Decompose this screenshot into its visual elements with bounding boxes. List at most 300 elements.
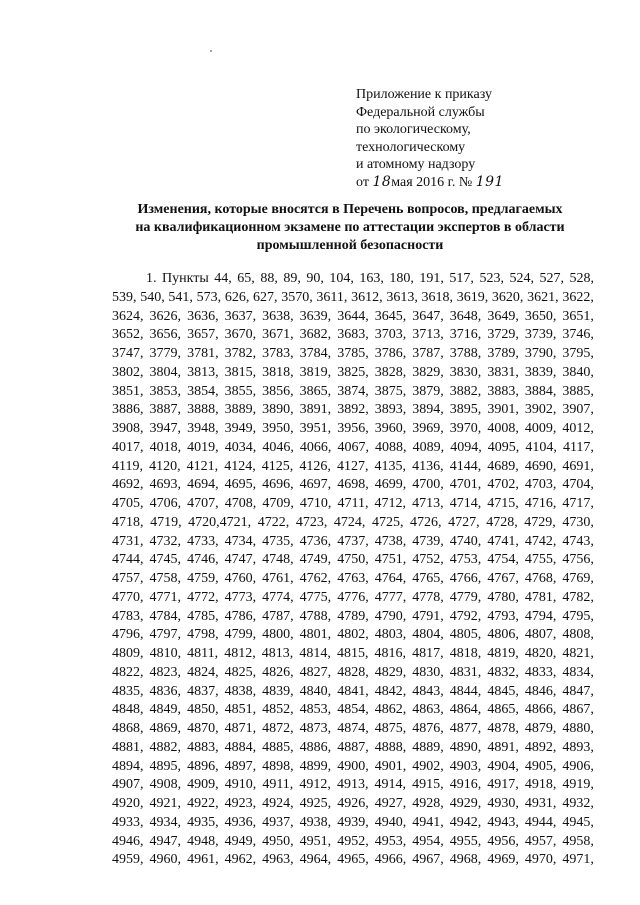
item-number: 4875, (374, 721, 407, 736)
item-number: 4826, (262, 664, 294, 680)
item-number: 4889, (412, 739, 444, 755)
item-number: 4800, (262, 627, 294, 643)
body-line (112, 814, 594, 833)
item-number: 4066, (299, 439, 332, 455)
item-number: 3887, (149, 402, 182, 418)
item-number: 4935, (187, 814, 219, 830)
item-number: 4903, (449, 758, 482, 774)
item-number: 4920, (112, 796, 144, 811)
item-number: 4804, (412, 627, 444, 643)
item-number: 3786, (374, 346, 407, 361)
item-number: 4907, (112, 777, 144, 793)
item-number: 4876, (412, 721, 444, 736)
item-number: 4911, (262, 777, 294, 793)
item-number: 4904, (487, 758, 519, 774)
item-number: 4798, (187, 627, 219, 643)
item-number: 4844, (449, 683, 482, 699)
item-number: 4842, (374, 683, 407, 699)
item-number: 4906, (562, 758, 594, 774)
item-number: 4834, (562, 664, 594, 680)
item-number: 4729, (524, 514, 556, 530)
item-number: 4121, (186, 458, 219, 474)
item-number: 4769, (562, 571, 594, 586)
item-number: 517, (449, 271, 474, 286)
item-number: 4964, (299, 852, 332, 868)
item-number: 4830, (412, 664, 444, 680)
item-number: 4821, (562, 646, 594, 661)
item-number: 3950, (262, 421, 294, 436)
item-number: 4885, (262, 739, 294, 755)
item-number: 4852, (262, 702, 294, 718)
item-number: 4723, (295, 514, 328, 530)
item-number: 3670, (224, 327, 257, 343)
item-number: 3901, (487, 402, 519, 418)
item-number: 4881, (112, 739, 144, 755)
item-number: 3636, (187, 308, 219, 324)
item-number: 4776, (337, 589, 369, 605)
item-number: 4708, (224, 496, 257, 511)
item-number: 3790, (524, 346, 557, 361)
item-number: 3716, (449, 327, 482, 343)
item-number: 4692, (112, 477, 144, 493)
item-number: 3907, (562, 402, 594, 418)
item-number: 4104, (525, 439, 557, 455)
item-number: 4745, (149, 552, 182, 568)
item-number: 4761, (262, 571, 294, 586)
item-number: 3851, (112, 383, 144, 399)
item-number: 4893, (562, 739, 594, 755)
body-line (112, 495, 594, 514)
item-number: 4862, (374, 702, 407, 718)
item-number: 4921, (149, 796, 182, 811)
item-number: 4732, (149, 533, 182, 549)
item-number: 3949, (224, 421, 257, 436)
item-number: 4892, (524, 739, 557, 755)
item-number: 4886, (299, 739, 332, 755)
item-number: 4884, (224, 739, 257, 755)
item-number: 4706, (149, 496, 182, 511)
item-number: 4794, (524, 608, 557, 624)
item-number: 4888, (374, 739, 407, 755)
body-line (112, 701, 594, 720)
item-number: 3637, (224, 308, 257, 324)
item-number: 4899, (299, 758, 332, 774)
item-number: 4898, (262, 758, 294, 774)
item-number: 4067, (337, 439, 369, 455)
item-number: 4720,4721, (188, 514, 252, 530)
body-line (112, 420, 594, 439)
item-number: 4838, (224, 683, 257, 699)
item-number: 3639, (299, 308, 332, 324)
item-number: 3683, (337, 327, 369, 343)
item-number: 4734, (224, 533, 257, 549)
item-number: 4726, (410, 514, 442, 530)
item-number: 4955, (449, 833, 482, 849)
body-line (112, 439, 594, 458)
item-number: 3657, (187, 327, 219, 343)
item-number: 4792, (449, 608, 482, 624)
body-line (112, 833, 594, 852)
item-number: 4758, (149, 571, 182, 586)
item-number: 4801, (299, 627, 332, 643)
item-number: 4784, (149, 608, 182, 624)
item-number: 4839, (262, 683, 294, 699)
item-number: 4919, (562, 777, 594, 793)
item-number: 4699, (374, 477, 407, 493)
item-number: 4693, (149, 477, 182, 493)
item-number: 626, (224, 289, 250, 305)
item-number: 4849, (149, 702, 182, 718)
item-number: 3830, (449, 364, 482, 380)
item-number: 4741, (487, 533, 519, 549)
item-number: 3970, (449, 421, 482, 436)
item-number: 4969, (487, 852, 519, 868)
item-number: 4817, (412, 646, 444, 661)
item-number: 4690, (524, 458, 557, 474)
item-number: 3739, (524, 327, 557, 343)
body-line (112, 345, 594, 364)
handwritten-day: 18 (372, 173, 392, 190)
item-number: 4793, (487, 608, 519, 624)
item-number: 4689, (487, 458, 519, 474)
item-number: 523, (479, 271, 504, 286)
item-number: 4744, (112, 552, 144, 568)
item-number: 3947, (149, 421, 182, 436)
item-number: 4867, (562, 702, 594, 718)
item-number: 4900, (337, 758, 369, 774)
item-number: 4697, (299, 477, 332, 493)
item-number: 4901, (374, 758, 407, 774)
header-line: технологическому (356, 139, 466, 155)
item-number: 4851, (224, 702, 257, 718)
item-number: 4870, (187, 721, 219, 736)
item-number: 3960, (374, 421, 407, 436)
item-number: 4737, (337, 533, 369, 549)
item-number: 4783, (112, 608, 144, 624)
item-number: 3831, (487, 364, 519, 380)
item-number: 3638, (262, 308, 294, 324)
item-number: 4813, (261, 646, 294, 661)
item-number: 4786, (224, 608, 257, 624)
item-number: 3829, (412, 364, 444, 380)
item-number: 4902, (412, 758, 444, 774)
item-number: 4125, (261, 458, 294, 474)
item-number: 4785, (187, 608, 219, 624)
item-number: 524, (509, 271, 534, 286)
item-number: 4848, (112, 702, 144, 718)
item-number: 3853, (149, 383, 182, 399)
item-number: 3651, (562, 308, 594, 324)
item-number: 4887, (337, 739, 369, 755)
item-number: 4710, (299, 496, 332, 511)
header-line: Приложение к приказу (356, 87, 492, 102)
item-number: 4928, (412, 796, 444, 811)
item-number: 4924, (262, 796, 294, 811)
item-number: 4733, (187, 533, 219, 549)
item-number: 4765, (412, 571, 444, 586)
item-number: 4705, (112, 496, 144, 511)
item-number: 4707, (187, 496, 219, 511)
item-number: 4836, (149, 683, 182, 699)
item-number: 4811, (187, 646, 219, 661)
item-number: 3886, (112, 402, 144, 418)
item-number: 4897, (224, 758, 257, 774)
item-number: 3729, (487, 327, 519, 343)
item-number: 3818, (262, 364, 294, 380)
item-number: 527, (539, 271, 564, 286)
item-number: 3854, (187, 383, 219, 399)
item-number: 4840, (299, 683, 332, 699)
item-number: 4953, (374, 833, 407, 849)
item-number: 89, (283, 271, 301, 286)
item-number: 4882, (149, 739, 182, 755)
item-number: 3619, (456, 289, 489, 305)
item-number: 3969, (412, 421, 444, 436)
item-number: 4712, (374, 496, 407, 511)
item-number: 4806, (487, 627, 519, 643)
item-number: 4807, (524, 627, 557, 643)
body-line (112, 589, 594, 608)
item-number: 3611, (316, 289, 348, 305)
item-number: 4871, (224, 721, 257, 736)
item-number: 4922, (187, 796, 219, 811)
item-number: 88, (260, 271, 278, 286)
item-number: 3613, (386, 289, 418, 305)
item-number: 4829, (374, 664, 407, 680)
item-number: 3855, (224, 383, 257, 399)
item-number: 4752, (412, 552, 444, 568)
item-number: 4934, (149, 814, 182, 830)
item-number: 4824, (187, 664, 219, 680)
item-number: 4771, (149, 589, 182, 605)
item-number: 3825, (337, 364, 369, 380)
item-number: 4790, (374, 608, 407, 624)
item-number: 3889, (224, 402, 257, 418)
item-number: 4701, (449, 477, 482, 493)
item-number: 4034, (224, 439, 257, 455)
item-number: 3620, (491, 289, 524, 305)
item-number: 3888, (187, 402, 219, 418)
item-number: 4767, (487, 571, 519, 586)
item-number: 3783, (262, 346, 294, 361)
item-number: 4963, (262, 852, 294, 868)
item-number: 4843, (412, 683, 444, 699)
item-number: 3626, (149, 308, 182, 324)
item-number: 4760, (224, 571, 257, 586)
item-number: 4772, (187, 589, 219, 605)
title-line: на квалификационном экзамене по аттестации экспертов в области (135, 220, 565, 235)
item-number: 3840, (562, 364, 594, 380)
item-number: 4018, (149, 439, 182, 455)
body-line (112, 533, 594, 552)
item-number: 3644, (337, 308, 369, 324)
item-number: 4694, (187, 477, 219, 493)
item-number: 4850, (187, 702, 219, 718)
item-number: 4940, (374, 814, 407, 830)
item-number: 65, (237, 271, 255, 286)
item-number: 3650, (524, 308, 557, 324)
item-number: 4695, (224, 477, 257, 493)
item-number: 4957, (524, 833, 557, 849)
item-number: 4846, (524, 683, 557, 699)
item-number: 541, (168, 289, 193, 305)
body-line (112, 551, 594, 570)
item-number: 3804, (149, 364, 182, 380)
item-number: 3839, (524, 364, 557, 380)
item-number: 3892, (337, 402, 369, 418)
item-number: 4912, (299, 777, 331, 793)
item-number: 4809, (112, 646, 144, 661)
body-line (112, 326, 594, 345)
item-number: 4718, (112, 514, 144, 530)
appendix-header (356, 86, 616, 191)
item-number: 4947, (149, 833, 182, 849)
item-number: 4773, (224, 589, 257, 605)
item-number: 4931, (524, 796, 557, 811)
body-line (112, 626, 594, 645)
item-number: 4717, (562, 496, 594, 511)
item-number: 4952, (337, 833, 369, 849)
item-number: 4938, (299, 814, 332, 830)
header-line: по экологическому, (356, 122, 471, 137)
item-number: 4910, (224, 777, 257, 793)
body-line (112, 776, 594, 795)
item-number: 4778, (412, 589, 444, 605)
item-number: 1. (146, 271, 157, 286)
item-number: 3902, (524, 402, 557, 418)
item-number: 3802, (112, 364, 144, 380)
item-number: 4781, (524, 589, 557, 605)
item-number: 4822, (112, 664, 144, 680)
body-line (112, 383, 594, 402)
item-number: 3747, (112, 346, 144, 361)
item-number: 4866, (524, 702, 557, 718)
item-number: 4873, (299, 721, 332, 736)
item-number: 4808, (562, 627, 594, 643)
item-number: 4739, (412, 533, 444, 549)
item-number: 4787, (262, 608, 294, 624)
item-number: 4089, (412, 439, 445, 455)
date-prefix: от (356, 174, 369, 190)
item-number: 4788, (299, 608, 332, 624)
item-number: 4017, (112, 439, 144, 455)
item-number: 4943, (487, 814, 519, 830)
item-number: 4819, (487, 646, 519, 661)
item-number: 4814, (299, 646, 331, 661)
item-number: 163, (359, 271, 384, 286)
item-number: 4088, (375, 439, 407, 455)
item-number: 4864, (449, 702, 482, 718)
item-number: 3879, (412, 383, 444, 399)
item-number: 3618, (421, 289, 454, 305)
order-date-line (356, 174, 616, 192)
item-number: 4877, (449, 721, 482, 736)
item-number: 4896, (187, 758, 219, 774)
item-number: 4847, (562, 683, 594, 699)
body-line (112, 795, 594, 814)
item-number: 3894, (412, 402, 444, 418)
item-number: 4837, (187, 683, 219, 699)
item-number: 4711, (337, 496, 369, 511)
item-number: 4144, (449, 458, 482, 474)
item-number: 4009, (524, 421, 557, 436)
item-number: 4890, (449, 739, 482, 755)
item-number: 4770, (112, 589, 144, 605)
body-line (112, 645, 594, 664)
item-number: 4818, (449, 646, 482, 661)
item-number: 4916, (449, 777, 482, 793)
item-number: 4764, (374, 571, 407, 586)
item-number: 3884, (524, 383, 557, 399)
item-number: 4799, (224, 627, 257, 643)
item-number: 3781, (187, 346, 219, 361)
item-number: 4816, (374, 646, 407, 661)
item-number: 4946, (112, 833, 144, 849)
item-number: 4832, (487, 664, 519, 680)
item-number: 4789, (337, 608, 369, 624)
item-number: 540, (140, 289, 165, 305)
item-number: 4841, (337, 683, 369, 699)
item-number: 4716, (524, 496, 557, 511)
item-number: 3703, (374, 327, 407, 343)
item-number: 4715, (487, 496, 519, 511)
item-number: 4703, (524, 477, 557, 493)
item-number: 4956, (487, 833, 519, 849)
item-number: 3789, (487, 346, 519, 361)
item-number: 3819, (299, 364, 332, 380)
item-number: 4936, (224, 814, 257, 830)
item-number: 90, (306, 271, 324, 286)
item-number: 4019, (187, 439, 219, 455)
item-number: 4945, (562, 814, 594, 830)
item-number: 3951, (299, 421, 332, 436)
item-number: 4951, (299, 833, 332, 849)
item-number: 4126, (299, 458, 331, 474)
item-number: 4120, (149, 458, 181, 474)
item-number: 3883, (487, 383, 519, 399)
item-number: 4791, (412, 608, 444, 624)
item-number: 3782, (224, 346, 257, 361)
item-number: 3746, (562, 327, 594, 343)
item-number: 4702, (487, 477, 519, 493)
item-number: 3621, (527, 289, 559, 305)
item-number: 4915, (412, 777, 444, 793)
item-number: 4755, (524, 552, 557, 568)
item-number: 4094, (450, 439, 482, 455)
item-number: 3645, (374, 308, 407, 324)
item-number: 4135, (374, 458, 407, 474)
item-number: 4913, (336, 777, 369, 793)
item-number: 4754, (487, 552, 519, 568)
handwritten-order-number: 191 (475, 173, 504, 190)
item-number: 4763, (337, 571, 369, 586)
item-number: 4970, (524, 852, 557, 868)
item-number: 4959, (112, 852, 144, 868)
item-number: 3813, (187, 364, 219, 380)
item-number: 4719, (150, 514, 182, 530)
header-line: Федеральной службы (356, 104, 485, 120)
body-line (112, 851, 594, 870)
item-number: 4863, (412, 702, 444, 718)
item-number: 3895, (449, 402, 482, 418)
item-number: 4905, (524, 758, 557, 774)
item-number: 3682, (299, 327, 332, 343)
body-line (112, 608, 594, 627)
item-number: 3648, (449, 308, 482, 324)
item-number: 4868, (112, 721, 144, 736)
item-number: 4722, (257, 514, 290, 530)
item-number: 4746, (187, 552, 219, 568)
